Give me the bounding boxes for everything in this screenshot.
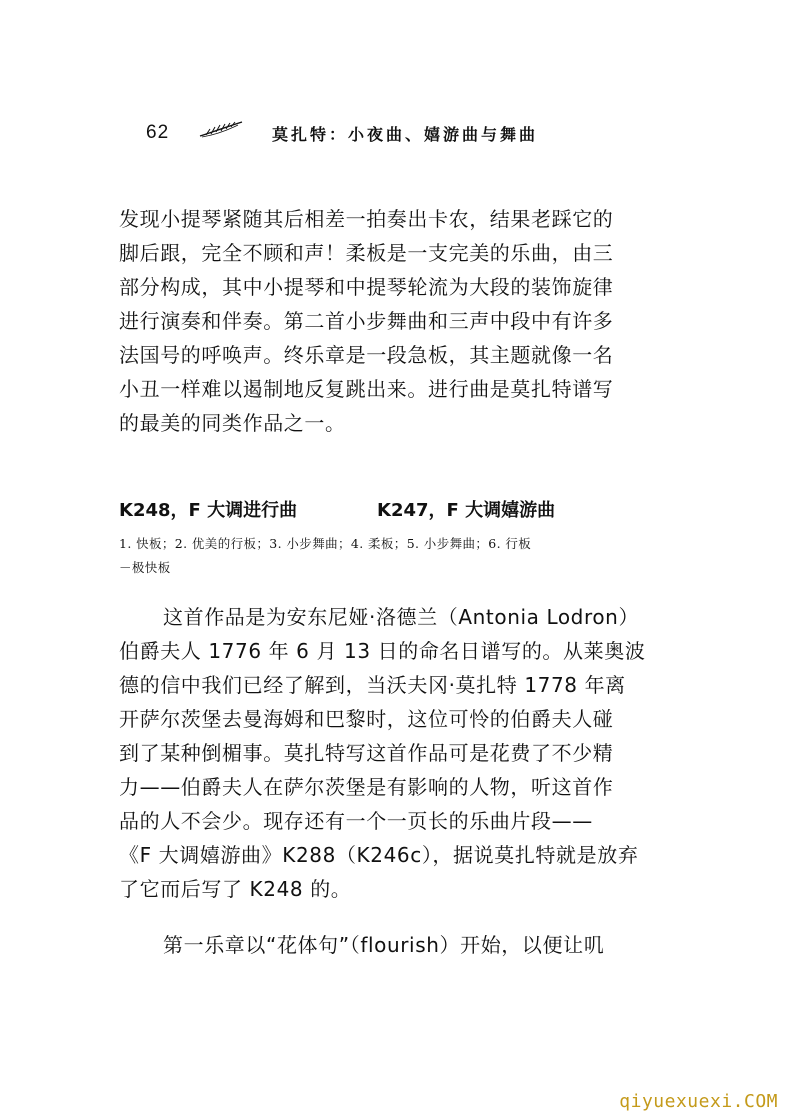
- text-line: 法国号的呼唤声。终乐章是一段急板，其主题就像一名: [119, 343, 614, 367]
- body-paragraph: [119, 928, 679, 962]
- movement-list-line: －极快板: [119, 560, 171, 575]
- movement-list: [119, 532, 681, 580]
- page-number: 62: [146, 122, 170, 143]
- body-paragraph: [119, 600, 679, 906]
- page-header: [146, 118, 706, 150]
- text-line: 这首作品是为安东尼娅·洛德兰（Antonia Lodron）: [163, 605, 640, 629]
- text-line: 发现小提琴紧随其后相差一拍奏出卡农，结果老踩它的: [119, 207, 614, 231]
- movement-list-line: 1. 快板；2. 优美的行板；3. 小步舞曲；4. 柔板；5. 小步舞曲；6. 行板: [119, 536, 532, 551]
- text-line: 脚后跟，完全不顾和声！柔板是一支完美的乐曲，由三: [119, 241, 614, 265]
- work-title-k247: K247，F 大调嬉游曲: [377, 500, 556, 521]
- text-line: 伯爵夫人 1776 年 6 月 13 日的命名日谱写的。从莱奥波: [119, 639, 646, 663]
- text-line: 的最美的同类作品之一。: [119, 411, 346, 435]
- text-line: 德的信中我们已经了解到，当沃夫冈·莫扎特 1778 年离: [119, 673, 626, 697]
- text-line: 第一乐章以“花体句”（flourish）开始，以便让叽: [163, 933, 605, 957]
- site-watermark: qiyuexuexi.COM: [619, 1091, 778, 1112]
- text-line: 部分构成，其中小提琴和中提琴轮流为大段的装饰旋律: [119, 275, 614, 299]
- text-line: 力——伯爵夫人在萨尔茨堡是有影响的人物，听这首作: [119, 775, 614, 799]
- pen-flourish-ornament-icon: [198, 120, 244, 140]
- body-paragraph-continued: [119, 202, 679, 440]
- text-line: 品的人不会少。现存还有一个一页长的乐曲片段——: [119, 809, 593, 833]
- text-line: 到了某种倒楣事。莫扎特写这首作品可是花费了不少精: [119, 741, 614, 765]
- text-line: 开萨尔茨堡去曼海姆和巴黎时，这位可怜的伯爵夫人碰: [119, 707, 614, 731]
- text-line: 小丑一样难以遏制地反复跳出来。进行曲是莫扎特谱写: [119, 377, 614, 401]
- text-line: 《F 大调嬉游曲》K288（K246c），据说莫扎特就是放弃: [119, 843, 639, 867]
- text-line: 进行演奏和伴奏。第二首小步舞曲和三声中段中有许多: [119, 309, 614, 333]
- text-line: 了它而后写了 K248 的。: [119, 877, 352, 901]
- work-heading: [119, 496, 679, 522]
- work-title-k248: K248，F 大调进行曲: [119, 500, 298, 521]
- running-title: 莫扎特：小夜曲、嬉游曲与舞曲: [272, 125, 539, 144]
